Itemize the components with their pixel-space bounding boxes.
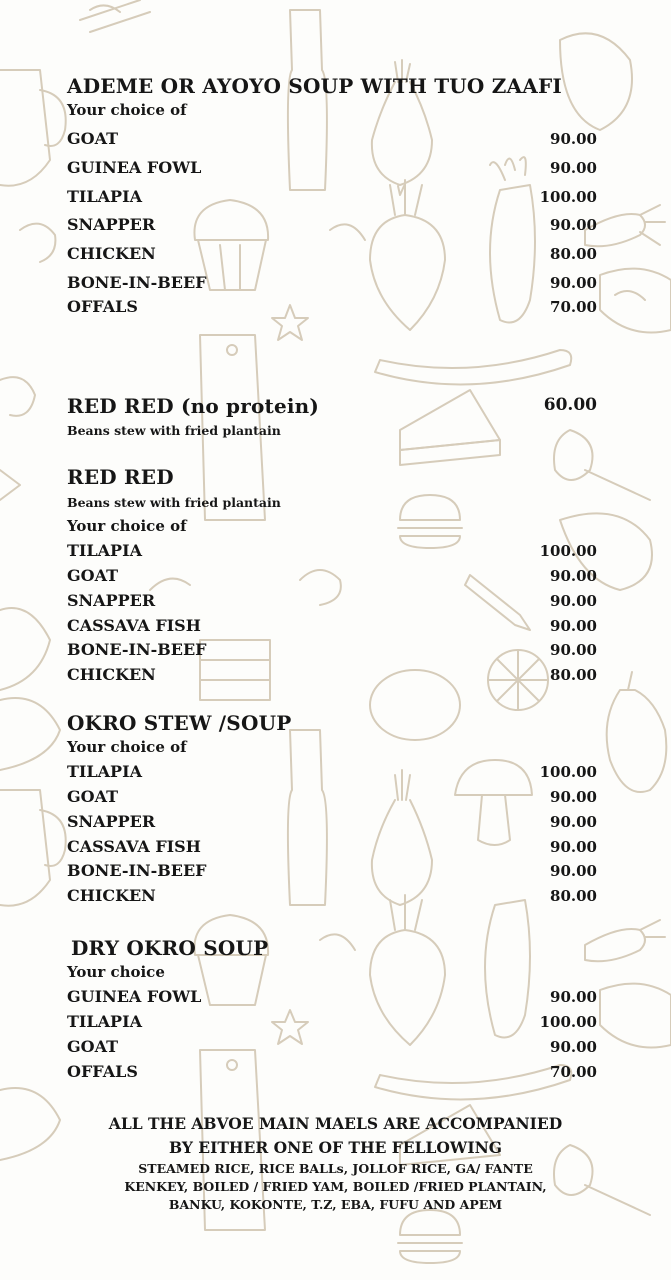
item-name: OFFALS [67,1062,138,1081]
item-name: CHICKEN [67,244,156,263]
section-description: Beans stew with fried plantain [67,423,281,438]
menu-item [67,886,597,908]
item-price: 90.00 [550,641,597,659]
item-name: GOAT [67,566,119,585]
choice-label: Your choice [67,963,165,981]
menu-item [67,566,597,588]
item-name: BONE-IN-BEEF [67,861,207,880]
item-price: 100.00 [539,542,597,560]
item-name: GUINEA FOWL [67,987,202,1006]
footer-note-line: ALL THE ABVOE MAIN MAELS ARE ACCOMPANIED [108,1114,563,1133]
menu-item [67,861,597,883]
item-price: 90.00 [550,617,597,635]
item-price: 70.00 [550,1063,597,1081]
section-title-redred: RED RED [67,465,174,489]
menu-item [67,158,597,180]
item-price: 90.00 [550,159,597,177]
footer-sides-line: KENKEY, BOILED / FRIED YAM, BOILED /FRIED PLANTAIN, [124,1179,547,1194]
item-price: 90.00 [550,274,597,292]
item-price: 70.00 [550,298,597,316]
item-name: CHICKEN [67,886,156,905]
menu-item [67,129,597,151]
footer-sides-line: STEAMED RICE, RICE BALLs, JOLLOF RICE, GA/ FANTE [138,1161,533,1176]
item-price: 90.00 [550,988,597,1006]
menu-item [67,273,597,295]
menu-item [67,215,597,237]
item-name: TILAPIA [67,187,142,206]
choice-label: Your choice of [67,738,187,756]
item-price: 80.00 [550,245,597,263]
menu-item [67,616,597,638]
item-name: GUINEA FOWL [67,158,202,177]
item-name: SNAPPER [67,591,156,610]
item-price: 100.00 [539,188,597,206]
item-price: 90.00 [550,788,597,806]
choice-label: Your choice of [67,101,187,119]
footer-note-line: BY EITHER ONE OF THE FELLOWING [169,1138,502,1157]
item-price: 100.00 [539,1013,597,1031]
menu-item [67,297,597,319]
item-price: 100.00 [539,763,597,781]
item-name: TILAPIA [67,762,142,781]
item-price: 90.00 [550,862,597,880]
section-title-dry-okro: DRY OKRO SOUP [71,936,269,960]
menu-item [67,1037,597,1059]
section-description: Beans stew with fried plantain [67,495,281,510]
item-name: CHICKEN [67,665,156,684]
menu-item [67,244,597,266]
item-name: OFFALS [67,297,138,316]
item-price: 90.00 [550,567,597,585]
menu-item [67,1062,597,1084]
choice-label: Your choice of [67,517,187,535]
item-price: 90.00 [550,838,597,856]
menu-item [67,187,597,209]
item-price: 90.00 [550,1038,597,1056]
item-name: CASSAVA FISH [67,837,201,856]
item-price: 90.00 [550,592,597,610]
section-title-redred-no-protein: RED RED (no protein) [67,394,320,418]
menu-item [67,837,597,859]
item-name: TILAPIA [67,1012,142,1031]
menu-item [67,987,597,1009]
item-name: SNAPPER [67,812,156,831]
item-price: 90.00 [550,216,597,234]
section-title-okro: OKRO STEW /SOUP [67,711,292,735]
item-name: GOAT [67,129,119,148]
item-price: 60.00 [543,395,597,415]
item-name: GOAT [67,787,119,806]
item-price: 90.00 [550,813,597,831]
menu-item [67,787,597,809]
menu-item [67,812,597,834]
item-price: 80.00 [550,887,597,905]
item-name: SNAPPER [67,215,156,234]
menu-item [67,665,597,687]
menu-item [67,591,597,613]
item-price: 80.00 [550,666,597,684]
footer-sides-line: BANKU, KOKONTE, T.Z, EBA, FUFU AND APEM [168,1197,503,1212]
item-name: BONE-IN-BEEF [67,273,207,292]
menu-item [67,640,597,662]
item-name: TILAPIA [67,541,142,560]
section-title-ademe: ADEME OR AYOYO SOUP WITH TUO ZAAFI [67,74,562,98]
menu-item [67,762,597,784]
menu-item [67,1012,597,1034]
item-name: CASSAVA FISH [67,616,201,635]
item-price: 90.00 [550,130,597,148]
item-name: GOAT [67,1037,119,1056]
item-name: BONE-IN-BEEF [67,640,207,659]
menu-item [67,541,597,563]
